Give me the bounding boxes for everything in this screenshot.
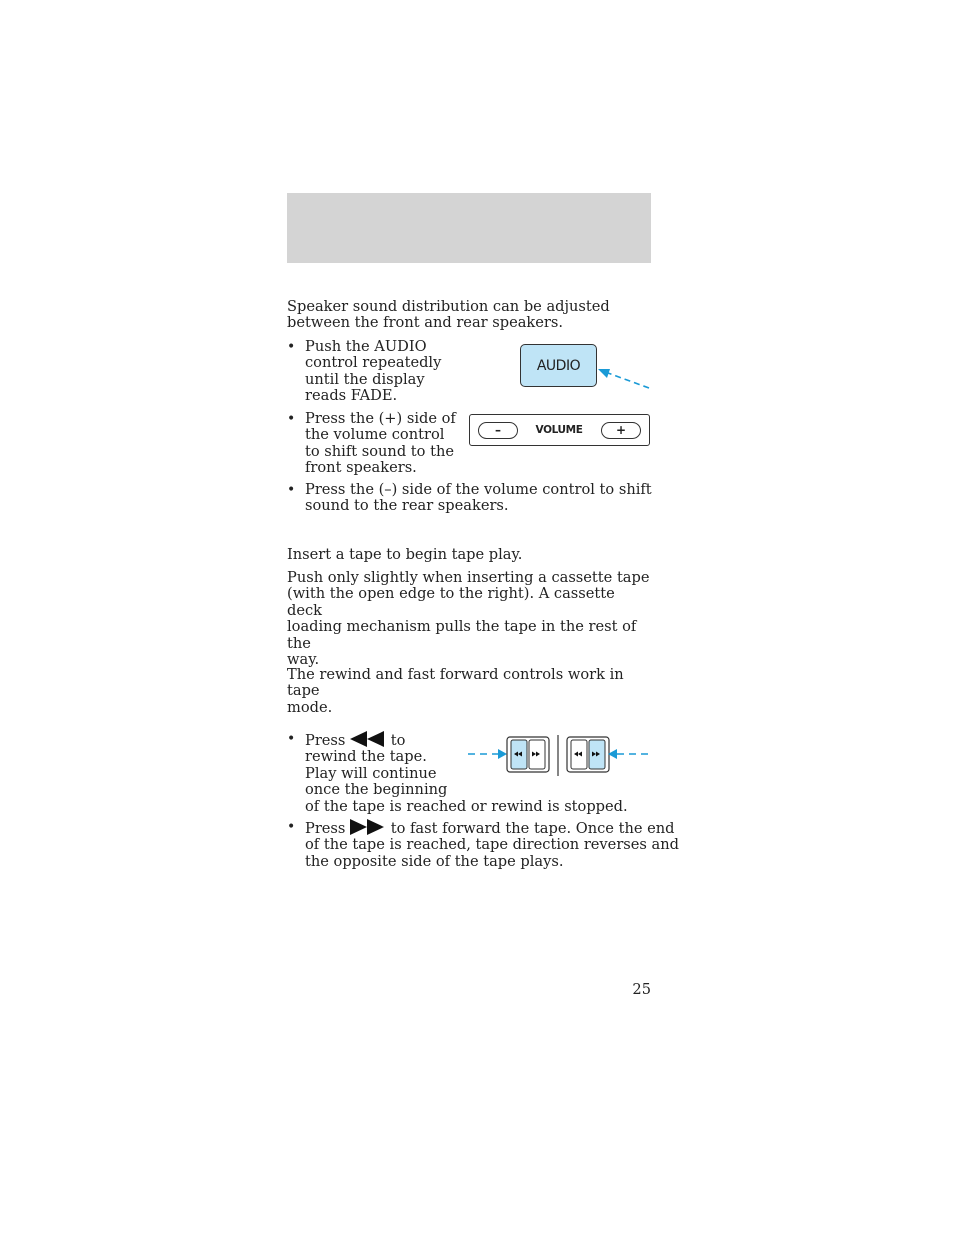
fade-bullet-3: Press the (–) side of the volume control to shift sound to the rear speakers. [305,481,652,515]
fade-bullet-2: Press the (+) side of the volume control to shift sound to the front speakers. [305,410,456,477]
section-header-band [287,193,651,263]
rewind-bullet: Press to rewind the tape. Play will continue once the beginning of the tape is reached or rewind is stopped. [305,732,628,815]
bullet-dot: • [287,482,296,498]
bullet-dot: • [287,339,296,355]
bullet-dot: • [287,411,296,427]
dashed-arrow-icon [594,364,654,394]
bullet-dot: • [287,819,296,835]
rewind-icon [350,731,386,747]
bullet-dot: • [287,731,296,747]
rew-ff-intro: The rewind and fast forward controls work in tape mode. [287,666,624,716]
tape-para-2: Push only slightly when inserting a cassette tape (with the open edge to the right). A cassette deck loading mechanism pulls the tape in the rest of the way. [287,569,650,669]
fast-forward-icon [350,819,386,835]
audio-button[interactable] [520,344,597,387]
tape-para-1: Insert a tape to begin tape play. [287,546,523,563]
tape-controls-illustration [466,732,654,778]
volume-label: VOLUME [535,424,583,436]
fast-forward-bullet: Press to fast forward the tape. Once the end of the tape is reached, tape direction reverses and the opposite side of the tape plays. [305,820,679,870]
page-number: 25 [632,981,651,998]
fade-intro: Speaker sound distribution can be adjusted between the front and rear speakers. [287,298,610,332]
volume-down-button[interactable]: – [478,422,518,439]
volume-up-button[interactable]: + [601,422,641,439]
fade-bullet-1: Push the AUDIO control repeatedly until the display reads FADE. [305,338,442,405]
volume-control [469,414,650,446]
audio-button-label: AUDIO [536,357,581,374]
